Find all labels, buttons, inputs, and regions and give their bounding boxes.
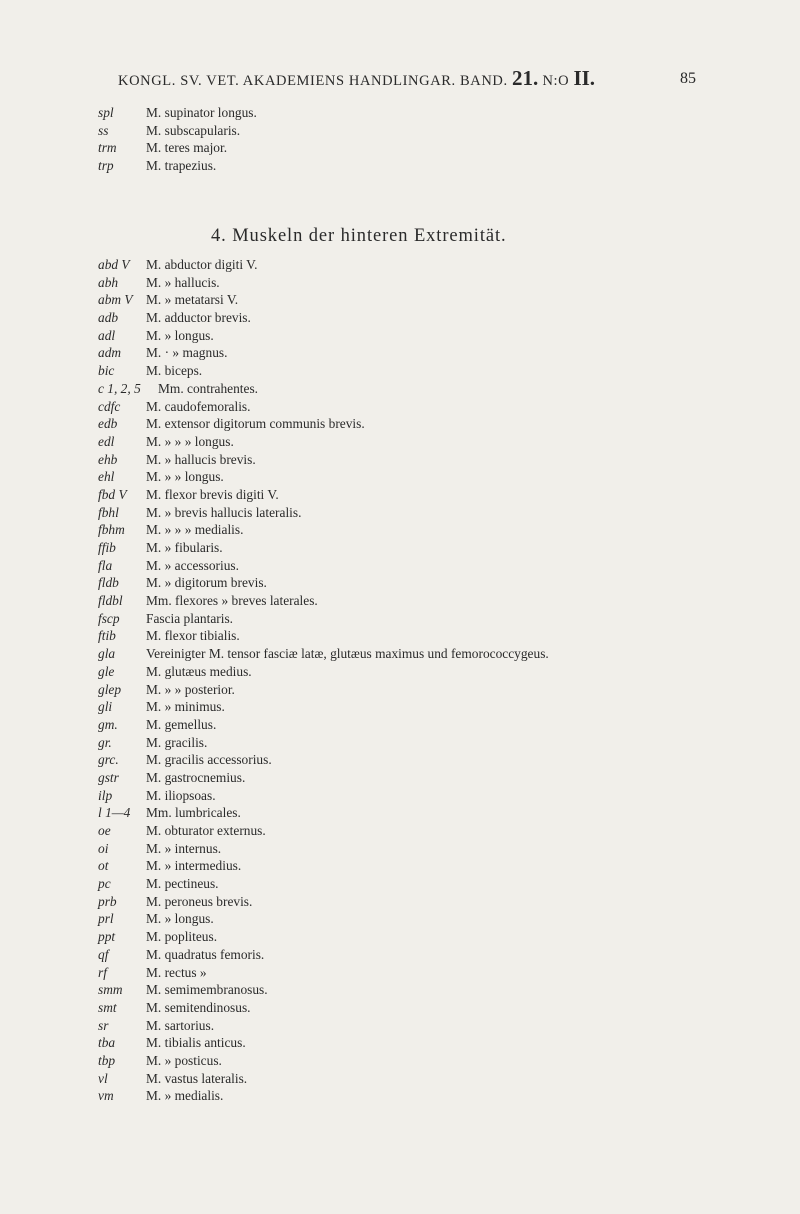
abbreviation: ehl <box>98 469 115 485</box>
abbreviation: l 1—4 <box>98 805 131 821</box>
muscle-name: M. » metatarsi V. <box>146 292 239 308</box>
abbreviation: ot <box>98 858 109 874</box>
abbreviation: ppt <box>98 929 116 945</box>
section-title: 4. Muskeln der hinteren Extremität. <box>211 226 507 246</box>
abbreviation: fbhl <box>98 504 119 520</box>
muscle-name: M. rectus » <box>146 964 207 980</box>
abbreviation: vl <box>98 1070 108 1086</box>
abbreviation: smm <box>98 982 123 998</box>
muscle-name: M. » fibularis. <box>146 540 223 555</box>
abbreviation: ss <box>98 122 109 138</box>
muscle-name: M. gemellus. <box>146 716 217 732</box>
muscle-name: M. » longus. <box>146 911 214 927</box>
abbreviation: adl <box>98 327 116 343</box>
muscle-name: Vereinigter M. tensor fasciæ latæ, glutæus maximus und femorococcygeus. <box>146 646 549 662</box>
abbreviation: gli <box>98 699 113 715</box>
muscle-name: M. obturator externus. <box>146 823 266 838</box>
band-number: 21. <box>511 66 539 90</box>
muscle-name: Mm. lumbricales. <box>146 805 241 821</box>
muscle-name: M. » » » longus. <box>146 433 234 449</box>
abbreviation: gla <box>98 646 116 662</box>
muscle-name: M. vastus lateralis. <box>146 1070 248 1086</box>
abbreviation: oi <box>98 840 109 856</box>
page-header <box>0 66 800 90</box>
abbreviation: fldb <box>98 575 119 591</box>
abbreviation: trm <box>98 140 117 156</box>
muscle-name: Mm. flexores » breves laterales. <box>146 593 318 609</box>
muscle-name: M. gracilis. <box>146 734 208 750</box>
muscle-name: M. peroneus brevis. <box>146 893 253 909</box>
muscle-name: M. » medialis. <box>146 1088 224 1104</box>
muscle-name: M. gracilis accessorius. <box>146 752 272 768</box>
muscle-name: M. · » magnus. <box>146 345 228 361</box>
abbreviation: fbhm <box>98 522 125 538</box>
running-head-prefix: KONGL. SV. VET. AKADEMIENS HANDLINGAR. BAND. <box>118 73 508 89</box>
abbreviation: fla <box>98 557 113 573</box>
running-head <box>118 66 595 91</box>
muscle-name: M. trapezius. <box>146 158 217 174</box>
abbreviation: abh <box>98 274 119 290</box>
muscle-name: M. iliopsoas. <box>146 787 216 803</box>
muscle-name: M. subscapularis. <box>146 122 241 138</box>
abbreviation: vm <box>98 1088 114 1104</box>
muscle-name: M. supinator longus. <box>146 105 257 120</box>
muscle-name: M. flexor brevis digiti V. <box>146 486 279 502</box>
muscle-name: M. » brevis hallucis lateralis. <box>146 504 302 520</box>
muscle-name: M. semitendinosus. <box>146 999 251 1015</box>
muscle-name: M. » hallucis. <box>146 274 220 290</box>
abbreviation: sr <box>98 1017 109 1033</box>
abbreviation: cdfc <box>98 398 121 414</box>
page-number: 85 <box>680 70 696 87</box>
muscle-name: M. flexor tibialis. <box>146 628 240 644</box>
abbreviation: spl <box>98 105 114 120</box>
abbreviation: prl <box>98 911 114 927</box>
abbreviation: adb <box>98 310 119 326</box>
muscle-name: M. popliteus. <box>146 929 218 945</box>
abbreviation: oe <box>98 823 111 838</box>
nr-value: II. <box>573 66 596 90</box>
muscle-name: M. quadratus femoris. <box>146 946 265 962</box>
abbreviation: trp <box>98 158 114 174</box>
muscle-name: M. » longus. <box>146 327 214 343</box>
muscle-name: M. » » posterior. <box>146 681 235 697</box>
muscle-name: M. biceps. <box>146 363 203 379</box>
abbreviation: tba <box>98 1035 116 1051</box>
muscle-name: M. » internus. <box>146 840 222 856</box>
muscle-name: M. glutæus medius. <box>146 663 252 679</box>
muscle-name: M. sartorius. <box>146 1017 215 1033</box>
abbreviation: gr. <box>98 734 112 750</box>
abbreviation: ilp <box>98 787 113 803</box>
abbreviation: gle <box>98 663 115 679</box>
abbreviation: tbp <box>98 1052 116 1068</box>
muscle-name: M. » » longus. <box>146 469 224 485</box>
muscle-name: M. » hallucis brevis. <box>146 451 256 467</box>
muscle-name: M. » intermedius. <box>146 858 242 874</box>
abbreviation: fldbl <box>98 593 123 609</box>
muscle-name: M. tibialis anticus. <box>146 1035 246 1051</box>
muscle-name: M. extensor digitorum communis brevis. <box>146 416 365 432</box>
muscle-name: M. abductor digiti V. <box>146 257 258 272</box>
abbreviation: fbd V <box>98 486 127 502</box>
muscle-name: Mm. contrahentes. <box>158 380 259 396</box>
muscle-name: M. pectineus. <box>146 876 219 892</box>
abbreviation: adm <box>98 345 122 361</box>
abbreviation: c 1, 2, 5 <box>98 380 141 396</box>
muscle-name: M. semimembranosus. <box>146 982 268 998</box>
abbreviation: edb <box>98 416 118 432</box>
muscle-name: M. caudofemoralis. <box>146 398 251 414</box>
abbreviation: grc. <box>98 752 119 768</box>
abbreviation: glep <box>98 681 122 697</box>
abbreviation: gm. <box>98 716 118 732</box>
abbreviation: ffib <box>98 540 116 555</box>
muscle-name: M. » digitorum brevis. <box>146 575 267 591</box>
muscle-name: M. gastrocnemius. <box>146 769 246 785</box>
abbreviation: pc <box>98 876 111 892</box>
muscle-name: Fascia plantaris. <box>146 610 234 626</box>
muscle-name: M. » accessorius. <box>146 557 239 573</box>
abbreviation: prb <box>98 893 117 909</box>
abbreviation: rf <box>98 964 107 980</box>
abbreviation: edl <box>98 433 115 449</box>
muscle-name: M. » posticus. <box>146 1052 222 1068</box>
abbreviation: abm V <box>98 292 133 308</box>
abbreviation: bic <box>98 363 115 379</box>
abbreviation: ehb <box>98 451 118 467</box>
muscle-name: M. » minimus. <box>146 699 225 715</box>
nr-label: N:O <box>542 73 570 89</box>
abbreviation: gstr <box>98 769 119 785</box>
muscle-name: M. teres major. <box>146 140 228 156</box>
abbreviation: fscp <box>98 610 120 626</box>
muscle-name: M. » » » medialis. <box>146 522 244 538</box>
abbreviation: qf <box>98 946 109 962</box>
abbreviation: abd V <box>98 257 130 272</box>
abbreviation: smt <box>98 999 117 1015</box>
abbreviation: ftib <box>98 628 116 644</box>
muscle-name: M. adductor brevis. <box>146 310 251 326</box>
